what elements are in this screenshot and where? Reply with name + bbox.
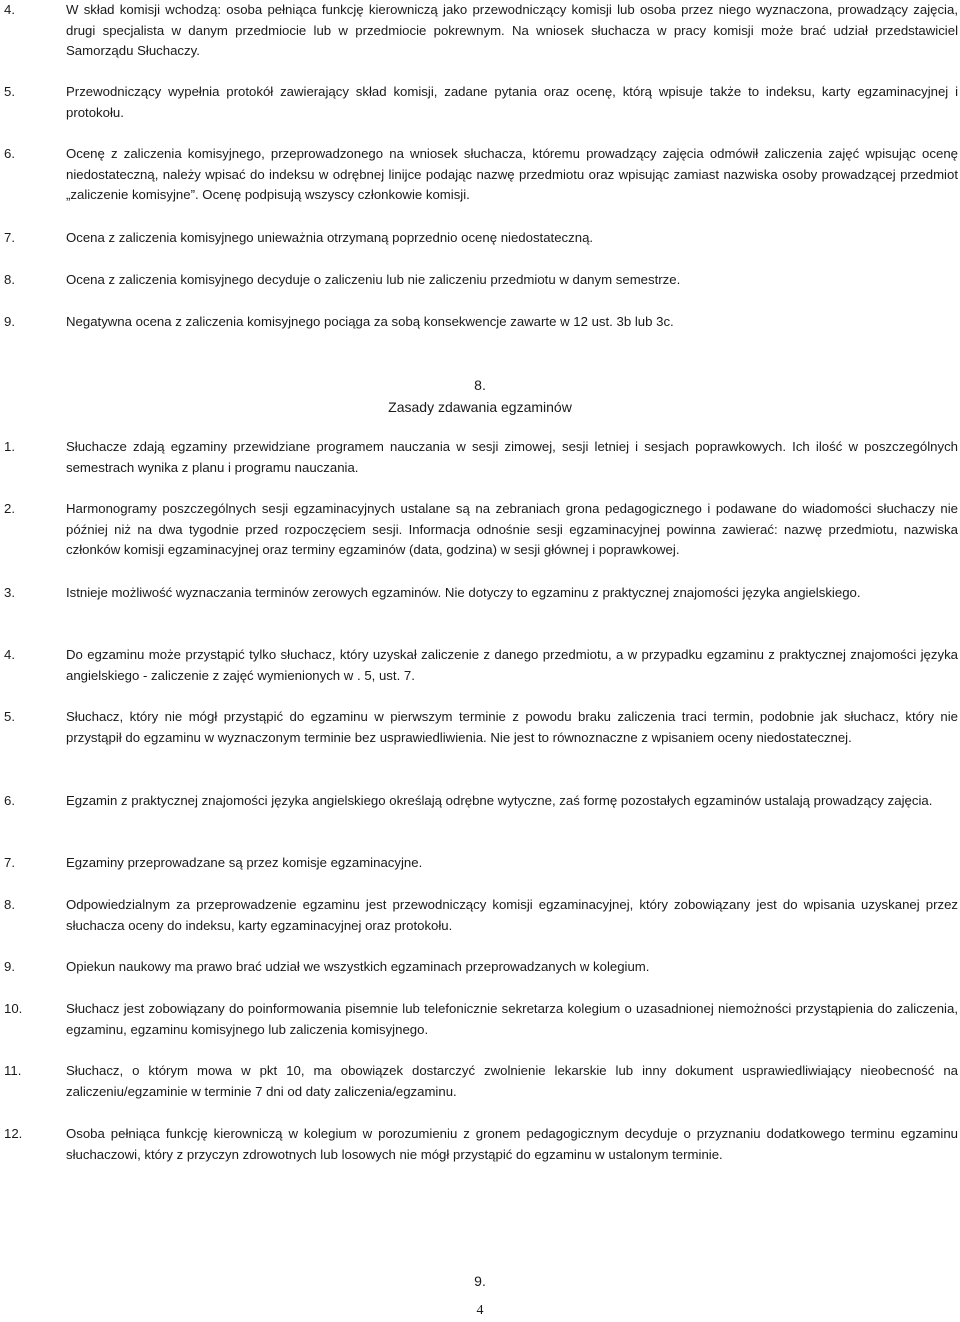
- item-number: 7.: [4, 855, 15, 870]
- item-text: Słuchacz, o którym mowa w pkt 10, ma obowiązek dostarczyć zwolnienie lekarskie lub inny dokument usprawiedliwiający nieobecność na zaliczeniu/egzaminie w terminie 7 dni od daty zaliczenia/egzaminu.: [66, 1063, 958, 1099]
- item-number: 8.: [4, 897, 15, 912]
- item-number: 6.: [4, 146, 15, 161]
- item-number: 7.: [4, 230, 15, 245]
- section7-item-7: [4, 228, 958, 249]
- item-number: 9.: [4, 959, 15, 974]
- item-text: Negatywna ocena z zaliczenia komisyjnego pociąga za sobą konsekwencje zawarte w 12 ust. 3b lub 3c.: [66, 314, 674, 329]
- item-number: 4.: [4, 647, 15, 662]
- section7-item-6: [4, 144, 958, 206]
- section8-item-10: [4, 999, 958, 1040]
- item-text: Ocenę z zaliczenia komisyjnego, przeprowadzonego na wniosek słuchacza, któremu prowadzący zajęcia odmówił zaliczenia zajęć wpisując ocenę niedostateczną, należy wpisać do indeksu w odrębnej linijce podając nazwę przedmiotu oraz wpisując zamiast nazwiska osoby prowadzącej przedmiot „zaliczenie komisyjne”. Ocenę podpisują wszyscy członkowie komisji.: [66, 146, 958, 203]
- page-number: 4: [476, 1303, 484, 1318]
- section7-item-9: [4, 312, 958, 333]
- item-number: 11.: [4, 1063, 22, 1078]
- item-number: 10.: [4, 1001, 23, 1016]
- item-number: 4.: [4, 2, 15, 17]
- item-number: 5.: [4, 709, 15, 724]
- item-text: W skład komisji wchodzą: osoba pełniąca funkcję kierowniczą jako przewodniczący komisji lub osoba przez niego wyznaczona, prowadzący zajęcia, drugi specjalista w danym przedmiocie lub w przedmiocie pokrewnym. Na wniosek słuchacza w pracy komisji może brać udział przedstawiciel Samorządu Słuchaczy.: [66, 2, 958, 59]
- item-number: 12.: [4, 1126, 23, 1141]
- item-number: 9.: [4, 314, 15, 329]
- item-text: Słuchacze zdają egzaminy przewidziane programem nauczania w sesji zimowej, sesji letniej i sesjach poprawkowych. Ich ilość w poszczególnych semestrach wynika z planu i programu nauczania.: [66, 439, 958, 475]
- item-text: Ocena z zaliczenia komisyjnego decyduje o zaliczeniu lub nie zaliczeniu przedmiotu w danym semestrze.: [66, 272, 681, 287]
- item-text: Opiekun naukowy ma prawo brać udział we wszystkich egzaminach przeprowadzanych w kolegium.: [66, 959, 650, 974]
- item-text: Istnieje możliwość wyznaczania terminów zerowych egzaminów. Nie dotyczy to egzaminu z praktycznej znajomości języka angielskiego.: [66, 585, 861, 600]
- section-number: 9.: [474, 1273, 486, 1289]
- section-title: Zasady zdawania egzaminów: [388, 399, 572, 415]
- section8-item-9: [4, 957, 958, 978]
- section8-item-12: [4, 1124, 958, 1165]
- item-number: 2.: [4, 501, 15, 516]
- item-text: Do egzaminu może przystąpić tylko słuchacz, który uzyskał zaliczenie z danego przedmiotu, a w przypadku egzaminu z praktycznej znajomości języka angielskiego - zaliczenie z zajęć wymienionych w . 5, ust. 7.: [66, 647, 958, 683]
- item-number: 3.: [4, 585, 15, 600]
- item-text: Egzamin z praktycznej znajomości języka angielskiego określają odrębne wytyczne, zaś formę pozostałych egzaminów ustalają prowadzący zajęcia.: [66, 793, 933, 808]
- section-number: 8.: [474, 377, 486, 393]
- section8-item-7: [4, 853, 958, 874]
- item-number: 1.: [4, 439, 15, 454]
- item-number: 5.: [4, 84, 15, 99]
- item-text: Słuchacz, który nie mógł przystąpić do egzaminu w pierwszym terminie z powodu braku zaliczenia traci termin, podobnie jak słuchacz, który nie przystąpił do egzaminu w wyznaczonym terminie bez usprawiedliwienia. Nie jest to równoznaczne z wpisaniem oceny niedostatecznej.: [66, 709, 958, 745]
- section7-item-5: [4, 82, 958, 123]
- item-text: Przewodniczący wypełnia protokół zawierający skład komisji, zadane pytania oraz ocenę, którą wpisuje także to indeksu, karty egzaminacyjnej i protokołu.: [66, 84, 958, 120]
- section8-item-5: [4, 707, 958, 748]
- section8-item-8: [4, 895, 958, 936]
- item-text: Słuchacz jest zobowiązany do poinformowania pisemnie lub telefonicznie sekretarza kolegium o uzasadnionej niemożności przystąpienia do zaliczenia, egzaminu, egzaminu komisyjnego lub zaliczenia komisyjnego.: [66, 1001, 958, 1037]
- section8-item-1: [4, 437, 958, 478]
- section7-item-4: [4, 0, 958, 62]
- section8-item-2: [4, 499, 958, 561]
- item-number: 6.: [4, 793, 15, 808]
- item-text: Ocena z zaliczenia komisyjnego unieważnia otrzymaną poprzednio ocenę niedostateczną.: [66, 230, 594, 245]
- item-text: Harmonogramy poszczególnych sesji egzaminacyjnych ustalane są na zebraniach grona pedagogicznego i podawane do wiadomości słuchaczy nie później niż na dwa tygodnie przed rozpoczęciem sesji. Informacja odnośnie sesji egzaminacyjnej powinna zawierać: nazwę przedmiotu, nazwiska członków komisji egzaminacyjnej oraz terminy egzaminów (data, godzina) w sesji głównej i poprawkowej.: [66, 501, 958, 558]
- item-text: Egzaminy przeprowadzane są przez komisje egzaminacyjne.: [66, 855, 423, 870]
- section7-item-8: [4, 270, 958, 291]
- item-number: 8.: [4, 272, 15, 287]
- section8-item-3: [4, 583, 958, 604]
- section8-item-4: [4, 645, 958, 686]
- section8-item-6: [4, 791, 958, 812]
- item-text: Osoba pełniąca funkcję kierowniczą w kolegium w porozumieniu z gronem pedagogicznym decyduje o przyznaniu dodatkowego terminu egzaminu słuchaczowi, który z przyczyn zdrowotnych lub losowych nie mógł przystąpić do egzaminu w ustalonym terminie.: [66, 1126, 958, 1162]
- section8-item-11: [4, 1061, 958, 1102]
- item-text: Odpowiedzialnym za przeprowadzenie egzaminu jest przewodniczący komisji egzaminacyjnej, który zobowiązany jest do wpisania uzyskanej przez słuchacza oceny do indeksu, karty egzaminacyjnej oraz protokołu.: [66, 897, 958, 933]
